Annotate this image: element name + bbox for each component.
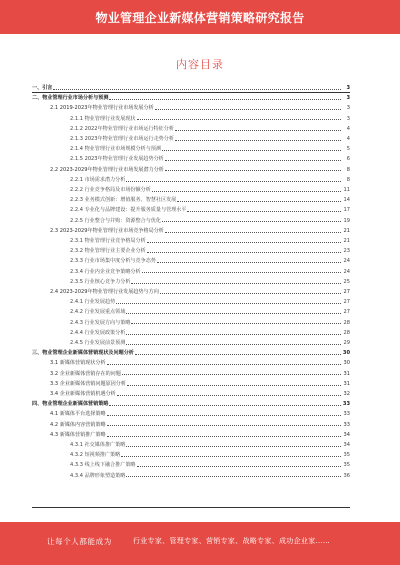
toc-entry-page: 30	[343, 360, 350, 367]
toc-entry-page: 27	[343, 309, 350, 316]
toc-leader-dots	[121, 456, 341, 457]
toc-entry-page: 33	[342, 401, 350, 408]
toc-entry-text: 2.3.5 行业核心竞争力分析	[70, 278, 131, 285]
toc-entry-text: 2.3.2 物业管理行业主要企业分析	[70, 248, 146, 255]
toc-leader-dots	[122, 374, 341, 375]
toc-leader-dots	[117, 395, 341, 396]
toc-leader-dots	[187, 211, 341, 212]
toc-entry-page: 32	[343, 391, 350, 397]
toc-leader-dots	[109, 99, 341, 100]
toc-entry[interactable]	[32, 370, 350, 377]
toc-leader-dots	[116, 303, 341, 304]
toc-leader-dots	[177, 201, 341, 202]
toc-entry-page: 19	[343, 217, 350, 224]
toc-entry-text: 4.3.3 线上线下融合推广策略	[70, 462, 136, 469]
toc-entry-text: 3.2 企业新媒体营销存在的问题	[50, 370, 121, 377]
toc-entry-page: 30	[342, 350, 350, 357]
toc-entry[interactable]	[32, 349, 350, 356]
toc-entry-page: 31	[343, 380, 350, 387]
toc-entry[interactable]	[32, 410, 350, 417]
toc-entry[interactable]	[32, 166, 350, 173]
toc-entry-text: 一、引言	[32, 85, 53, 91]
toc-entry-text: 2.3 2023-2029年物业管理行业市场竞争格局分析	[50, 227, 164, 234]
toc-entry-page: 25	[343, 278, 350, 285]
toc-entry[interactable]	[32, 104, 350, 111]
toc-entry[interactable]	[32, 196, 350, 203]
toc-leader-dots	[126, 446, 341, 447]
toc-entry-text: 4.3 新媒体营销推广策略	[50, 431, 106, 438]
toc-entry-text: 4.3.4 品牌形象塑造策略	[70, 472, 126, 479]
toc-entry[interactable]	[32, 84, 350, 91]
toc-entry-page: 24	[343, 258, 350, 265]
toc-leader-dots	[165, 232, 341, 233]
toc-entry[interactable]	[32, 176, 350, 183]
toc-entry-text: 2.2 2023-2029年物业管理行业市场发展潜力分析	[50, 166, 164, 173]
toc-entry-page: 36	[343, 472, 350, 479]
toc-entry-page: 33	[343, 421, 350, 428]
toc-entry[interactable]	[32, 359, 350, 366]
toc-leader-dots	[53, 89, 341, 90]
toc-entry-page: 23	[343, 248, 350, 255]
toc-entry[interactable]	[32, 155, 350, 162]
toc-entry-text: 2.3.1 物业管理行业竞争格局分析	[70, 238, 146, 244]
toc-entry-text: 2.2.1 市场需求潜力分析	[70, 176, 126, 183]
toc-entry[interactable]	[32, 257, 350, 264]
toc-entry-text: 2.4.5 行业发展前景预测	[70, 340, 126, 346]
toc-leader-dots	[147, 252, 341, 253]
toc-leader-dots	[137, 119, 341, 120]
toc-entry[interactable]	[32, 247, 350, 254]
toc-entry-page: 5	[346, 146, 350, 153]
toc-entry[interactable]	[32, 339, 350, 346]
toc-entry-text: 2.4 2023-2029年物业管理行业发展趋势与方向	[50, 289, 159, 295]
toc-entry-text: 4.1 新媒体平台选择策略	[50, 411, 106, 418]
toc-entry-text: 2.2.4 专业化与品牌建设：提升服务质量与管理水平	[70, 207, 187, 214]
page-footer-band	[0, 522, 400, 565]
toc-entry-page: 21	[343, 227, 350, 234]
toc-entry-text: 2.4.3 行业发展方向与策略	[70, 319, 131, 326]
toc-entry-page: 34	[343, 442, 350, 448]
toc-entry-page: 31	[343, 370, 350, 377]
toc-entry-page: 27	[343, 289, 350, 295]
toc-leader-dots	[152, 191, 341, 192]
toc-leader-dots	[155, 109, 341, 110]
toc-leader-dots	[147, 242, 341, 243]
toc-entry[interactable]	[32, 390, 350, 397]
report-title: 物业管理企业新媒体营销策略研究报告	[95, 11, 305, 25]
toc-entry[interactable]	[32, 278, 350, 285]
toc-entry-page: 24	[343, 268, 350, 275]
toc-entry-page: 35	[343, 452, 350, 459]
toc-entry[interactable]	[32, 288, 350, 295]
toc-entry-text: 二、物业管理行业市场分析与预测	[32, 95, 109, 102]
toc-entry-page: 21	[343, 238, 350, 244]
toc-entry-page: 4	[346, 125, 350, 132]
toc-leader-dots	[160, 293, 341, 294]
toc-entry-text: 3.4 企业新媒体营销机遇分析	[50, 391, 116, 397]
toc-entry[interactable]	[32, 94, 350, 101]
toc-entry-text: 2.1.3 2023年物业管理行业市场运行走势分析	[70, 136, 174, 142]
toc-entry-text: 2.3.4 行业内企业竞争策略分析	[70, 268, 141, 275]
toc-entry[interactable]	[32, 441, 350, 448]
toc-leader-dots	[107, 425, 341, 426]
toc-entry[interactable]	[32, 186, 350, 193]
toc-entry[interactable]	[32, 451, 350, 458]
toc-leader-dots	[175, 130, 341, 131]
toc-entry[interactable]	[32, 400, 350, 407]
toc-entry-text: 2.2.5 行业整合与并购：资源整合与优化	[70, 217, 161, 224]
toc-leader-dots	[126, 344, 341, 345]
footer-slogan-right: 行业专家、管理专家、营销专家、战略专家、成功企业家……	[133, 537, 331, 545]
toc-leader-dots	[107, 436, 341, 437]
toc-entry[interactable]	[32, 319, 350, 326]
toc-entry[interactable]	[32, 329, 350, 336]
toc-entry-page: 8	[346, 176, 350, 183]
toc-entry[interactable]	[32, 268, 350, 275]
toc-entry[interactable]	[32, 298, 350, 305]
toc-leader-dots	[126, 476, 341, 477]
toc-heading: 内容目录	[176, 58, 224, 71]
toc-entry-page: 28	[343, 329, 350, 336]
toc-entry-page: 3	[346, 85, 350, 91]
toc-leader-dots	[107, 415, 341, 416]
page-header-band	[0, 0, 400, 34]
toc-entry-text: 4.2 新媒体内容营销策略	[50, 421, 106, 428]
footer-slogan-left: 让每个人都能成为	[47, 537, 112, 546]
toc-entry[interactable]	[32, 145, 350, 152]
toc-entry-text: 三、物业管理企业新媒体营销现状及问题分析	[32, 350, 134, 357]
toc-entry-text: 2.4.1 行业发展趋势	[70, 299, 116, 306]
toc-entry-text: 2.2.3 业务模式创新：增值服务、智慧社区发展	[70, 197, 177, 204]
toc-leader-dots	[135, 354, 341, 355]
toc-leader-dots	[162, 150, 341, 151]
toc-entry-page: 8	[346, 166, 350, 173]
toc-entry-page: 3	[346, 105, 350, 112]
toc-leader-dots	[126, 313, 341, 314]
toc-entry[interactable]	[32, 431, 350, 438]
toc-entry-page: 6	[346, 156, 350, 163]
toc-entry[interactable]	[32, 237, 350, 244]
toc-entry-text: 2.1.2 2022年物业管理行业市场运行特征分析	[70, 125, 174, 132]
toc-entry[interactable]	[32, 380, 350, 387]
toc-leader-dots	[131, 323, 341, 324]
toc-entry-text: 3.1 新媒体营销现状分析	[50, 360, 106, 367]
toc-leader-dots	[137, 466, 341, 467]
toc-entry-text: 2.1 2019-2023年物业管理行业市场发展分析	[50, 105, 154, 112]
toc-entry-text: 4.3.1 社交媒体推广策略	[70, 442, 126, 448]
toc-entry-page: 14	[343, 197, 350, 204]
toc-leader-dots	[126, 181, 341, 182]
toc-leader-dots	[109, 405, 341, 406]
toc-entry-page: 17	[343, 207, 350, 214]
toc-entry-text: 2.2.2 行业竞争格局及市场份额分析	[70, 187, 151, 193]
toc-entry[interactable]	[32, 217, 350, 224]
toc-entry-page: 3	[346, 95, 350, 102]
toc-entry-text: 2.1.4 物业管理行业市场规模分析与预测	[70, 146, 161, 153]
toc-entry-page: 28	[343, 319, 350, 326]
toc-leader-dots	[126, 334, 341, 335]
toc-leader-dots	[127, 385, 341, 386]
toc-entry[interactable]	[32, 461, 350, 468]
toc-leader-dots	[175, 140, 341, 141]
toc-entry-text: 2.4.4 行业发展政策分析	[70, 329, 126, 336]
toc-entry-text: 2.4.2 行业发展重点领域	[70, 309, 126, 316]
toc-entry-page: 29	[343, 340, 350, 346]
toc-entry[interactable]	[32, 421, 350, 428]
toc-entry-page: 34	[343, 431, 350, 438]
toc-entry[interactable]	[32, 472, 350, 479]
toc-entry[interactable]	[32, 135, 350, 142]
toc-bottom-rule	[32, 507, 350, 508]
toc-leader-dots	[162, 221, 341, 222]
toc-leader-dots	[165, 160, 341, 161]
toc-entry-page: 4	[346, 136, 350, 142]
toc-entry-text: 2.1.1 物业管理行业发展现状	[70, 115, 136, 122]
toc-entry-text: 四、物业管理企业新媒体营销策略	[32, 401, 109, 408]
toc-entry-page: 27	[343, 299, 350, 306]
toc-entry[interactable]	[32, 125, 350, 132]
toc-leader-dots	[131, 283, 341, 284]
toc-entry[interactable]	[32, 227, 350, 234]
toc-entry[interactable]	[32, 206, 350, 213]
toc-entry-text: 2.1.5 2023年物业管理行业发展趋势分析	[70, 156, 164, 163]
toc-leader-dots	[165, 170, 341, 171]
toc-entry-page: 35	[343, 462, 350, 469]
toc-entry-text: 3.3 企业新媒体营销问题原因分析	[50, 380, 126, 387]
toc-entry-text: 4.3.2 短视频推广策略	[70, 452, 121, 459]
toc-entry-page: 3	[346, 115, 350, 122]
toc-leader-dots	[157, 262, 341, 263]
toc-entry-page: 11	[343, 187, 350, 193]
toc-leader-dots	[142, 272, 341, 273]
toc-entry[interactable]	[32, 308, 350, 315]
toc-entry[interactable]	[32, 115, 350, 122]
toc-entry-page: 33	[343, 411, 350, 418]
toc-leader-dots	[107, 364, 341, 365]
table-of-contents	[32, 84, 350, 504]
toc-entry-text: 2.3.3 行业市场集中度分析与竞争态势	[70, 258, 156, 265]
